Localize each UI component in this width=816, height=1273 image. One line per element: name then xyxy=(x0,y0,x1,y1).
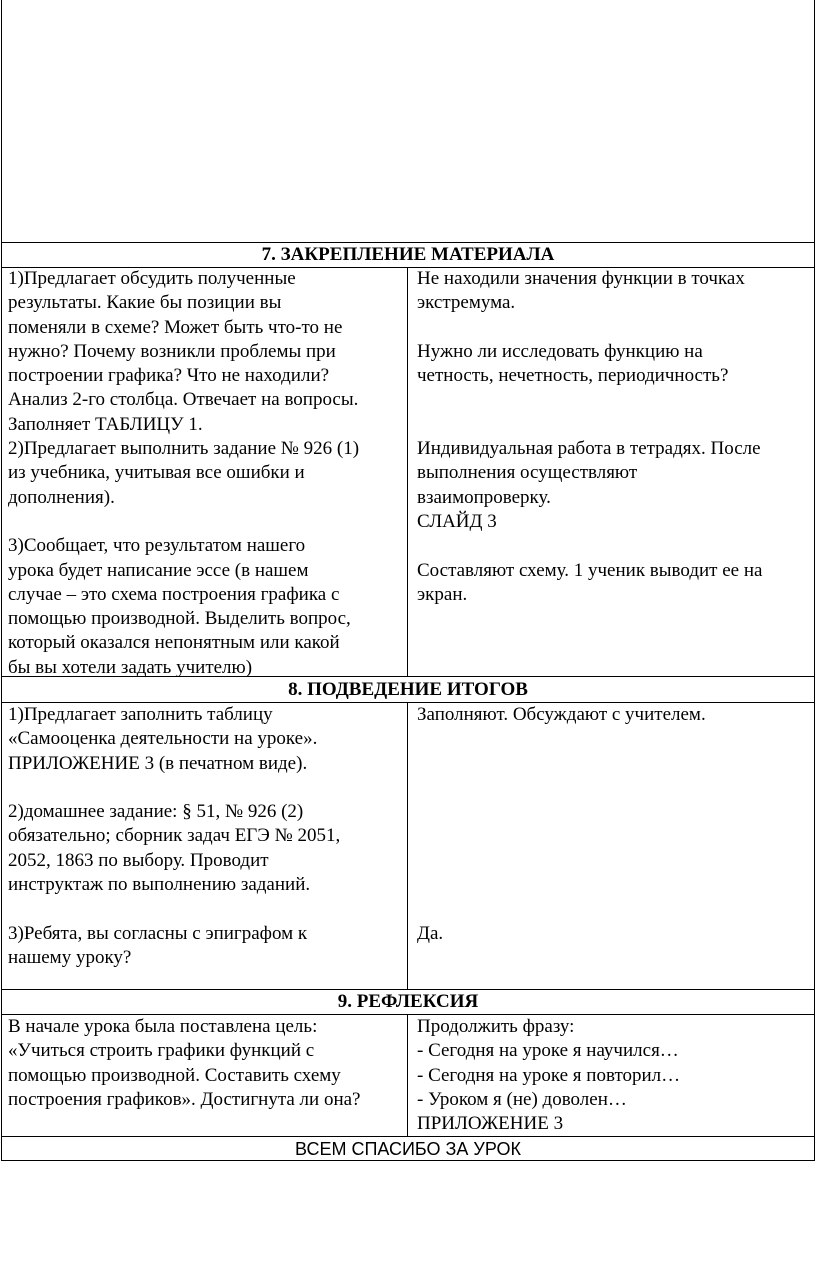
table-border-right xyxy=(814,0,815,1161)
section-7-teacher-text: 1)Предлагает обсудить полученные результаты. Какие бы позиции вы поменяли в схеме? Может быть что-то не нужно? Почему возникли проблемы при построении графика? Что не находили? Анализ 2-го столбца. Отвечает на вопросы. Заполняет ТАБЛИЦУ 1. 2)Предлагает выполнить задание № 926 (1) из учебника, учитывая все ошибки и дополнения). 3)Сообщает, что результатом нашего урока будет написание эссе (в нашем случае – это схема построения графика с помощью производной. Выделить вопрос, который оказался непонятным или какой бы вы хотели задать учителю) xyxy=(8,268,360,678)
section-8-teacher-text: 1)Предлагает заполнить таблицу «Самооценка деятельности на уроке». ПРИЛОЖЕНИЕ 3 (в печатном виде). 2)домашнее задание: § 51, № 926 (2) обязательно; сборник задач ЕГЭ № 2051, 2052, 1863 по выбору. Проводит инструктаж по выполнению заданий. 3)Ребята, вы согласны с эпиграфом к нашему уроку? xyxy=(8,704,341,968)
column-divider xyxy=(407,702,408,989)
section-7-students-text: Не находили значения функции в точках экстремума. Нужно ли исследовать функцию на четность, нечетность, периодичность? Индивидуальная работа в тетрадях. После выполнения осуществляют взаимопроверку. СЛАЙД 3 Составляют схему. 1 ученик выводит ее на экран. xyxy=(417,268,763,605)
section-8-title: 8. ПОДВЕДЕНИЕ ИТОГОВ xyxy=(288,679,528,700)
section-8-students-text: Заполняют. Обсуждают с учителем. Да. xyxy=(417,704,706,944)
section-7-title: 7. ЗАКРЕПЛЕНИЕ МАТЕРИАЛА xyxy=(261,244,555,265)
section-9-students-text: Продолжить фразу: - Сегодня на уроке я научился… - Сегодня на уроке я повторил… - Уроком я (не) доволен… ПРИЛОЖЕНИЕ 3 xyxy=(417,1016,681,1135)
closing-thanks: ВСЕМ СПАСИБО ЗА УРОК xyxy=(295,1139,521,1159)
table-border-left xyxy=(1,0,2,1161)
column-divider xyxy=(407,267,408,676)
section-9-teacher-text: В начале урока была поставлена цель: «Учиться строить графики функций с помощью производной. Составить схему построения графиков». Достигнута ли она? xyxy=(8,1016,361,1110)
section-9-title: 9. РЕФЛЕКСИЯ xyxy=(337,991,479,1012)
column-divider xyxy=(407,1014,408,1136)
